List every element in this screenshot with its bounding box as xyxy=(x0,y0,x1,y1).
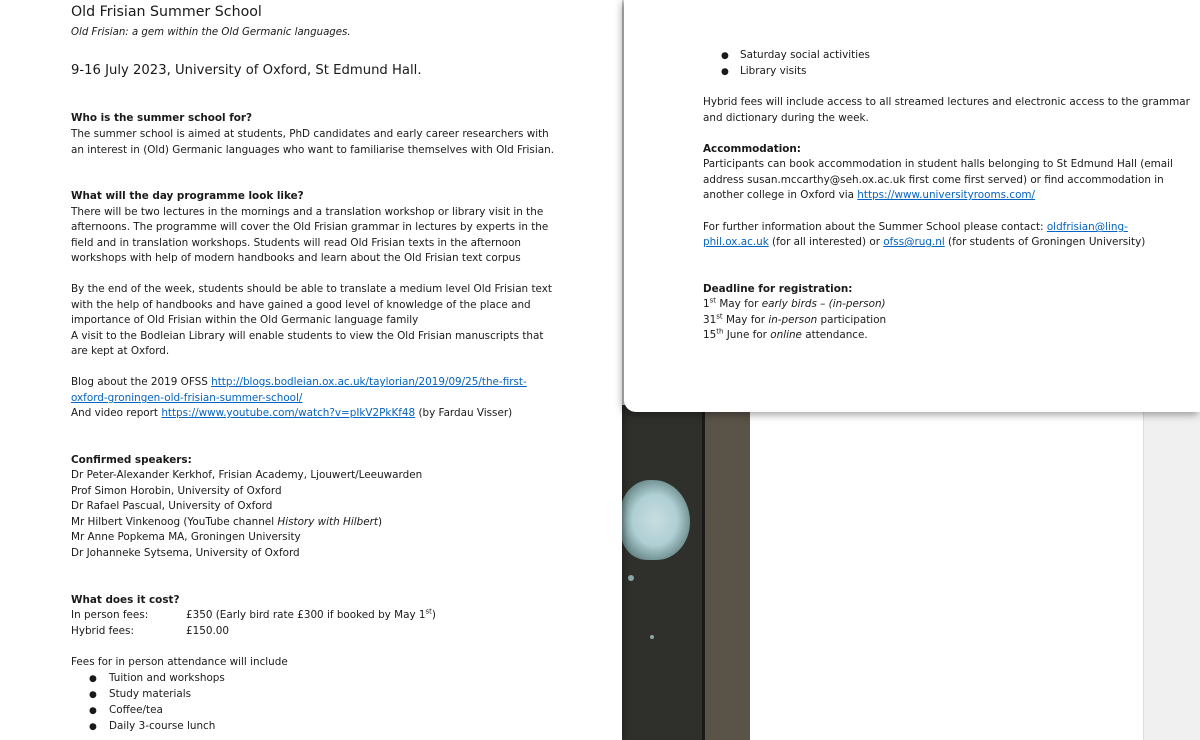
video-line xyxy=(71,406,512,422)
fees-item: Study materials xyxy=(109,688,192,700)
fees-item: Tuition and workshops xyxy=(109,672,225,684)
background-scrollbar-area xyxy=(1143,400,1200,740)
bullet-icon: ● xyxy=(89,674,97,684)
deadline-italic: in-person xyxy=(768,314,818,326)
fees-item: Daily 3-course lunch xyxy=(109,720,216,732)
video-link[interactable]: https://www.youtube.com/watch?v=pIkV2PkKf48 xyxy=(161,407,416,419)
deadline-italic: online xyxy=(770,329,802,341)
deadline-sup: th xyxy=(716,327,724,336)
accommodation-line: Participants can book accommodation in student halls belonging to St Edmund Hall (email xyxy=(703,158,1173,170)
speaker-item xyxy=(71,515,382,531)
fees-intro: Fees for in person attendance will include xyxy=(71,656,288,668)
manuscript-photo xyxy=(610,405,750,740)
blog-link-cont[interactable]: oxford-groningen-old-frisian-summer-school/ xyxy=(71,392,303,404)
accommodation-prefix: another college in Oxford via xyxy=(703,189,858,201)
programme-heading: What will the day programme look like? xyxy=(71,190,304,202)
bullet-item: Saturday social activities xyxy=(740,49,870,61)
manuscript-speck xyxy=(628,575,634,581)
document-right xyxy=(624,0,1200,412)
who-line: an interest in (Old) Germanic languages who want to familiarise themselves with Old Frisian. xyxy=(71,144,554,156)
in-person-sup: st xyxy=(425,607,432,616)
programme-line: A visit to the Bodleian Library will enable students to view the Old Frisian manuscripts that xyxy=(71,330,544,342)
blog-prefix: Blog about the 2019 OFSS xyxy=(71,376,212,388)
deadline-item xyxy=(703,313,886,329)
hybrid-label: Hybrid fees: xyxy=(71,625,134,637)
programme-line: By the end of the week, students should be able to translate a medium level Old Frisian text xyxy=(71,283,552,295)
email-link-ofss[interactable]: ofss@rug.nl xyxy=(883,236,945,248)
contact-prefix: For further information about the Summer School please contact: xyxy=(703,221,1047,233)
programme-line: are kept at Oxford. xyxy=(71,345,170,357)
bullet-icon: ● xyxy=(721,67,729,77)
deadline-item xyxy=(703,297,886,313)
email-link-oldfrisian[interactable]: oldfrisian@ling- xyxy=(1046,221,1128,233)
bullet-icon: ● xyxy=(89,722,97,732)
blog-line xyxy=(71,391,302,407)
bullet-item: Library visits xyxy=(740,65,807,77)
video-prefix: And video report xyxy=(71,407,162,419)
universityrooms-link[interactable]: https://www.universityrooms.com/ xyxy=(857,189,1036,201)
in-person-label: In person fees: xyxy=(71,609,149,621)
hybrid-line: and dictionary during the week. xyxy=(703,112,869,124)
deadline-item xyxy=(703,328,868,344)
contact-line xyxy=(703,235,1145,251)
fees-item: Coffee/tea xyxy=(109,704,163,716)
bullet-icon: ● xyxy=(721,51,729,61)
blog-link[interactable]: http://blogs.bodleian.ox.ac.uk/taylorian/2019/09/25/the-first- xyxy=(211,376,527,388)
manuscript-stain xyxy=(620,480,690,560)
bullet-icon: ● xyxy=(89,690,97,700)
speakers-heading: Confirmed speakers: xyxy=(71,454,192,466)
in-person-value xyxy=(186,608,436,624)
hybrid-line: Hybrid fees will include access to all streamed lectures and electronic access to the grammar xyxy=(703,96,1190,108)
accommodation-heading: Accommodation: xyxy=(703,143,801,155)
deadline-day: 31 xyxy=(703,314,717,326)
video-suffix: (by Fardau Visser) xyxy=(415,407,513,419)
deadline-italic: early birds – (in-person) xyxy=(761,298,886,310)
who-line: The summer school is aimed at students, PhD candidates and early career researchers with xyxy=(71,128,549,140)
who-heading: Who is the summer school for? xyxy=(71,112,253,124)
manuscript-page-leaf xyxy=(705,405,750,740)
deadline-heading: Deadline for registration: xyxy=(703,283,853,295)
programme-line: There will be two lectures in the mornings and a translation workshop or library visit in the xyxy=(71,206,544,218)
deadline-suffix: attendance. xyxy=(801,329,868,341)
deadline-text: May for xyxy=(722,314,769,326)
accommodation-line: address susan.mccarthy@seh.ox.ac.uk first come first served) or find accommodation in xyxy=(703,174,1164,186)
speaker-item: Dr Peter-Alexander Kerkhof, Frisian Academy, Ljouwert/Leeuwarden xyxy=(71,469,423,481)
doc-subtitle: Old Frisian: a gem within the Old Germanic languages. xyxy=(71,27,351,38)
hybrid-value: £150.00 xyxy=(186,625,229,637)
in-person-close: ) xyxy=(431,609,436,621)
programme-line: workshops with help of modern handbooks and learn about the Old Frisian text corpus xyxy=(71,252,521,264)
speaker-hilbert-close: ) xyxy=(377,516,382,528)
email-link-oldfrisian-cont[interactable]: phil.ox.ac.uk xyxy=(703,236,769,248)
deadline-day: 15 xyxy=(703,329,717,341)
speaker-item: Dr Rafael Pascual, University of Oxford xyxy=(71,500,273,512)
background-page xyxy=(740,400,1200,740)
bullet-icon: ● xyxy=(89,706,97,716)
programme-line: with the help of handbooks and have gained a good level of knowledge of the place and xyxy=(71,299,531,311)
speaker-item: Prof Simon Horobin, University of Oxford xyxy=(71,485,282,497)
deadline-text: June for xyxy=(723,329,771,341)
manuscript-page-edge xyxy=(702,405,705,740)
doc-title: Old Frisian Summer School xyxy=(71,4,262,20)
deadline-text: May for xyxy=(716,298,762,310)
speaker-hilbert-channel: History with Hilbert xyxy=(277,516,378,528)
speaker-item: Mr Anne Popkema MA, Groningen University xyxy=(71,531,301,543)
doc-date: 9-16 July 2023, University of Oxford, St Edmund Hall. xyxy=(71,63,422,78)
contact-suffix: (for students of Groningen University) xyxy=(944,236,1146,248)
in-person-value-text: £350 (Early bird rate £300 if booked by May 1 xyxy=(186,609,426,621)
accommodation-line xyxy=(703,188,1035,204)
cost-heading: What does it cost? xyxy=(71,594,180,606)
deadline-suffix: participation xyxy=(817,314,887,326)
speaker-item: Dr Johanneke Sytsema, University of Oxford xyxy=(71,547,300,559)
programme-line: field and in translation workshops. Students will read Old Frisian texts in the afternoon xyxy=(71,237,521,249)
blog-line xyxy=(71,375,527,391)
programme-line: afternoons. The programme will cover the Old Frisian grammar in lectures by experts in the xyxy=(71,221,549,233)
contact-mid: (for all interested) or xyxy=(768,236,884,248)
speaker-hilbert: Mr Hilbert Vinkenoog (YouTube channel xyxy=(71,516,278,528)
deadline-sup: st xyxy=(716,312,723,321)
deadline-day: 1 xyxy=(703,298,710,310)
manuscript-speck xyxy=(650,635,654,639)
programme-line: importance of Old Frisian within the Old Germanic language family xyxy=(71,314,419,326)
deadline-sup: st xyxy=(709,296,717,305)
contact-line xyxy=(703,220,1128,236)
